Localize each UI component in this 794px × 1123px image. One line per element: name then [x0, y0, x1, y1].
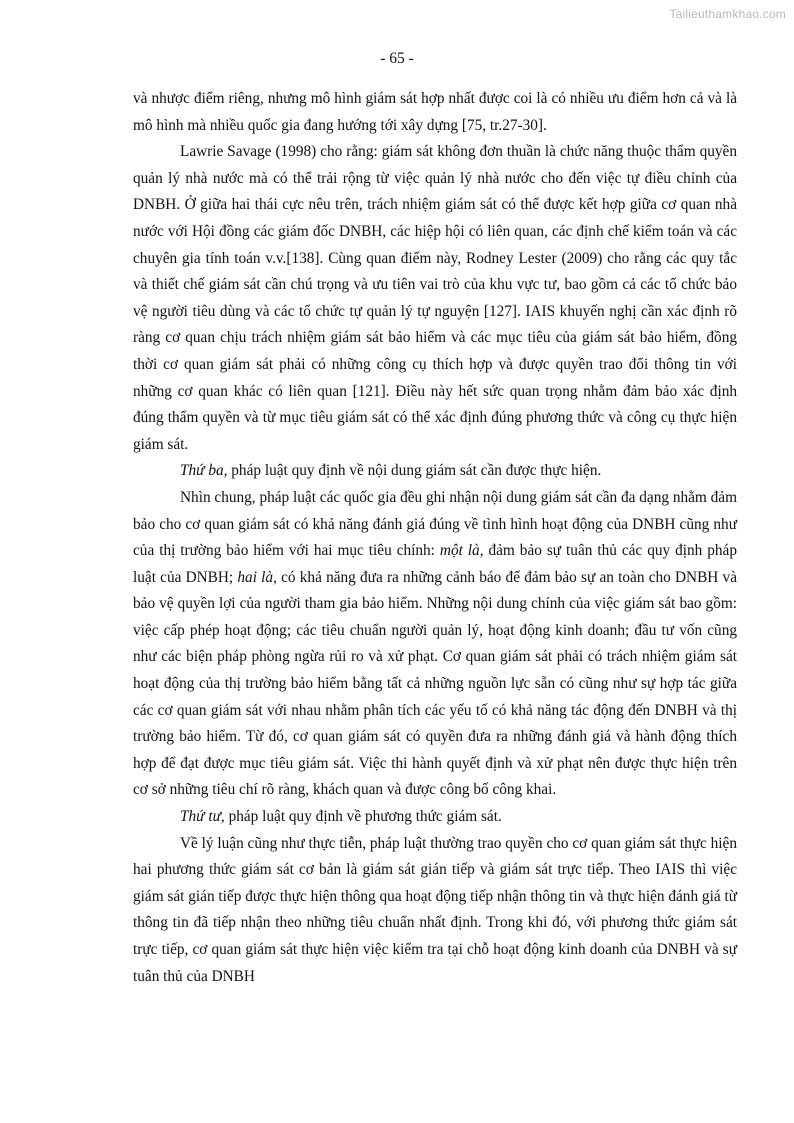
paragraph-text: Lawrie Savage (1998) cho rằng: giám sát không đơn thuần là chức năng thuộc thẩm quyền quản lý nhà nước mà có thể trải rộng từ việc quản lý nhà nước cho đến việc tự điều chỉnh của DNBH. Ở giữa hai thái cực nêu trên, trách nhiệm giám sát có thể được kết hợp giữa cơ quan nhà nước với Hội đồng các giám đốc DNBH, các hiệp hội có liên quan, các định chế kiểm toán và các chuyên gia tính toán v.v.[138]. Cùng quan điểm này, Rodney Lester (2009) cho rằng các quy tắc và thiết chế giám sát cần chú trọng và ưu tiên vai trò của khu vực tư, bao gồm cả các tổ chức bảo vệ người tiêu dùng và các tổ chức tự quản lý tự nguyện [127]. IAIS khuyến nghị cần xác định rõ ràng cơ quan chịu trách nhiệm giám sát bảo hiểm và các mục tiêu của giám sát bảo hiểm, đồng thời cơ quan giám sát phải có những công cụ thích hợp và được quyền trao đổi thông tin với những cơ quan khác có liên quan [121]. Điều này hết sức quan trọng nhằm đảm bảo xác định đúng thẩm quyền và từ mục tiêu giám sát có thể xác định đúng phương thức và công cụ thực hiện giám sát.	[133, 143, 737, 453]
paragraph-text: , có khả năng đưa ra những cảnh báo để đảm bảo sự an toàn cho DNBH và bảo vệ quyền lợi của người tham gia bảo hiểm. Những nội dung chính của việc giám sát bao gồm: việc cấp phép hoạt động; các tiêu chuẩn người quản lý, hoạt động kinh doanh; đầu tư vốn cũng như các biện pháp phòng ngừa rủi ro và xử phạt. Cơ quan giám sát phải có trách nhiệm giám sát hoạt động của thị trường bảo hiểm bằng tất cả những nguồn lực sẵn có cũng như sự hợp tác giữa các cơ quan giám sát với nhau nhằm phân tích các yếu tố có khả năng tác động đến DNBH và thị trường bảo hiểm. Từ đó, cơ quan giám sát có quyền đưa ra những đánh giá và hành động thích hợp để đạt được mục tiêu giám sát. Việc thi hành quyết định và xử phạt nên được thực hiện trên cơ sở những tiêu chí rõ ràng, khách quan và được công bố công khai.	[133, 568, 737, 799]
paragraph-text: , đảm bảo sự tuân thủ các quy định pháp luật của DNBH;	[133, 542, 737, 586]
paragraph-phuong-thuc	[133, 831, 737, 991]
inline-italic: một là	[439, 542, 480, 560]
paragraph-text: Về lý luận cũng như thực tiễn, pháp luật thường trao quyền cho cơ quan giám sát thực hiện hai phương thức giám sát cơ bản là giám sát gián tiếp và giám sát trực tiếp. Theo IAIS thì việc giám sát gián tiếp được thực hiện thông qua hoạt động tiếp nhận thông tin và thực hiện đánh giá từ thông tin đã tiếp nhận theo những tiêu chuẩn nhất định. Trong khi đó, với phương thức giám sát trực tiếp, cơ quan giám sát thực hiện việc kiểm tra tại chỗ hoạt động kinh doanh của DNBH và sự tuân thủ của DNBH	[133, 834, 737, 985]
inline-italic: hai là	[237, 568, 274, 586]
paragraph-text: và nhược điểm riêng, nhưng mô hình giám sát hợp nhất được coi là có nhiều ưu điểm hơn cả và là mô hình mà nhiều quốc gia đang hướng tới xây dựng [75, tr.27-30].	[133, 90, 737, 134]
paragraph-noi-dung	[133, 485, 737, 804]
paragraph-continuation	[133, 86, 737, 139]
document-body	[133, 86, 737, 990]
watermark: Tailieuthamkhao.com	[669, 7, 786, 21]
paragraph-thu-ba	[133, 458, 737, 485]
paragraph-thu-tu	[133, 804, 737, 831]
page-number: - 65 -	[380, 50, 414, 67]
paragraph-text: Nhìn chung, pháp luật các quốc gia đều ghi nhận nội dung giám sát cần đa dạng nhằm đảm bảo cho cơ quan giám sát có khả năng đánh giá đúng về tình hình hoạt động của DNBH cũng như của thị trường bảo hiểm với hai mục tiêu chính:	[133, 488, 737, 560]
paragraph-text: pháp luật quy định về phương thức giám sát.	[224, 808, 502, 826]
paragraph-lead-italic: Thứ ba,	[180, 462, 228, 480]
paragraph-lead-italic: Thứ tư,	[180, 808, 225, 826]
paragraph-savage	[133, 139, 737, 458]
paragraph-text: pháp luật quy định về nội dung giám sát cần được thực hiện.	[227, 462, 602, 480]
